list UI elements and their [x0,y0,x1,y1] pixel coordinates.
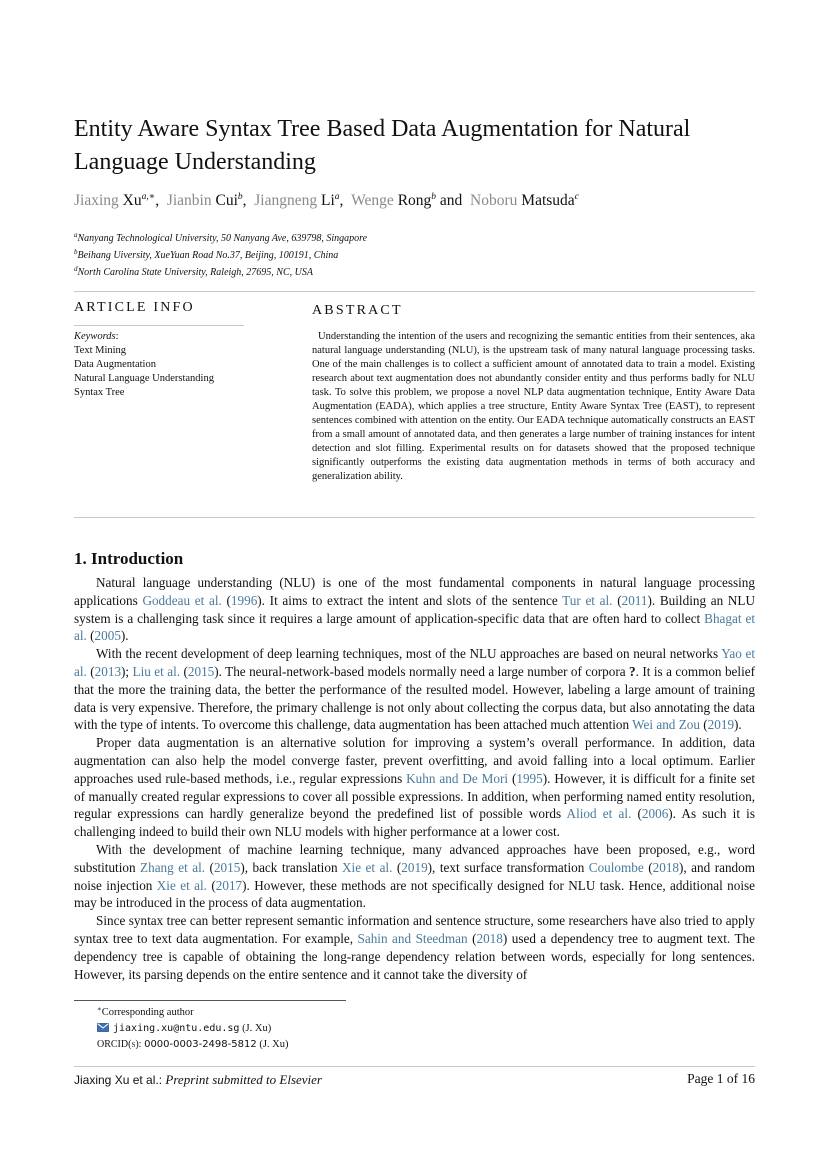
citation-link[interactable]: 2018 [476,930,503,946]
email-line [97,1021,289,1037]
footnote-divider [74,1000,346,1001]
paper-title: Entity Aware Syntax Tree Based Data Augmentation for Natural Language Understanding [74,116,691,175]
citation-link[interactable]: Wei and Zou [632,717,700,733]
citation-link[interactable]: Goddeau et al. [142,592,222,608]
author-affil-mark: a [334,192,340,202]
email-suffix: (J. Xu) [239,1023,272,1034]
citation-link[interactable]: Sahin and Steedman [357,930,468,946]
citation-link[interactable]: Kuhn and De Mori [406,770,509,786]
orcid-id[interactable]: 0000-0003-2498-5812 [144,1039,257,1050]
body-paragraph: With the recent development of deep learning techniques, most of the NLU approaches are based on neural networks Yao et al. (2013); Liu et al. (2015). The neural-network-based models normally need a large number of corpora ?. It is a common belief that the more the training data, the better the performance of the resulted model. However, labeling a large amount of training data is very expensive. Therefore, the primary challenge is not only about collecting the corpus data, but also annotating the data with the type of intents. To overcome this challenge, data augmentation has been attached much attention Wei and Zou (2019). [74,646,756,733]
citation-link[interactable]: Zhang et al. [140,859,206,875]
keywords-label-line: Keywords: [74,331,119,342]
introduction-body [74,574,755,983]
author-first-name: Jiangneng [254,192,318,209]
affiliation-list [74,230,367,281]
body-paragraph: Proper data augmentation is an alternative solution for improving a system’s overall performance. In addition, data augmentation can also help the model converge faster, prevent overfitting, and avoid falling into a local optimum. Earlier approaches used rule-based methods, i.e., regular expressions Kuhn and De Mori (1995). However, it is difficult for a finite set of manually created regular expressions to cover all possible expressions. In addition, when performing named entity resolution, regular expressions can hardly generalize beyond the predefined list of possible words Aliod et al. (2006). As such it is challenging indeed to build their own NLU models with higher performance at a lower cost. [74,735,755,840]
author-separator: , [155,192,167,209]
abstract-divider [74,517,755,518]
author-last-name: Cui [215,192,238,209]
citation-link[interactable]: 1995 [516,770,543,786]
footer-page-number: Page 1 of 16 [687,1071,755,1086]
body-paragraph: Natural language understanding (NLU) is one of the most fundamental components in natural language processing applications Goddeau et al. (1996). It aims to extract the intent and slots of the sentence Tur et al. (2011). Building an NLU system is a challenging task since it requires a large amount of application-specific data that are often hard to collect Bhagat et al. (2005). [74,575,756,644]
keyword-item: Data Augmentation [74,359,156,370]
keyword-item: Natural Language Understanding [74,373,214,384]
citation-link[interactable]: 2017 [215,877,243,893]
affiliation-mark: b [74,248,78,256]
email-link[interactable]: jiaxing.xu@ntu.edu.sg [113,1023,240,1034]
citation-link[interactable]: Bhagat et al. [74,610,755,644]
abstract-heading: ABSTRACT [312,303,403,318]
citation-link[interactable]: 2018 [652,859,679,875]
citation-link[interactable]: Xie et al. [342,859,393,875]
author-separator: , [242,192,255,209]
citation-link[interactable]: Coulombe [588,859,644,875]
header-divider [74,291,755,292]
citation-link[interactable]: 2013 [94,663,122,679]
citation-link[interactable]: Tur et al. [562,592,613,608]
author-last-name: Xu [122,192,142,209]
author-affil-mark: c [574,192,579,202]
footnote-block [97,1005,289,1053]
citation-link[interactable]: 2019 [401,859,428,875]
article-info-divider [74,325,244,326]
affiliation-mark: d [74,265,78,273]
author [254,192,339,209]
orcid-suffix: (J. Xu) [256,1039,289,1050]
affiliation-text: North Carolina State University, Raleigh, 27695, NC, USA [77,267,313,278]
footnote-mark: ∗ [97,1005,102,1013]
author-last-name: Matsuda [521,192,575,209]
author-affil-mark: b [431,192,437,202]
affiliation-text: Nanyang Technological University, 50 Nanyang Ave, 639798, Singapore [77,233,368,244]
author-first-name: Wenge [351,192,394,209]
citation-link[interactable]: Aliod et al. [566,806,632,822]
author [351,192,436,209]
orcid-line [97,1037,289,1053]
affiliation-mark: a [74,231,78,239]
keywords-block [74,330,214,400]
author [167,192,243,209]
citation-link[interactable]: Yao et al. [74,646,756,679]
author-first-name: Jiaxing [74,192,119,209]
author-separator: and [436,192,471,209]
author-list [74,192,579,210]
author-affil-mark: b [237,192,243,202]
author [470,192,579,209]
author [74,192,155,209]
affiliation [74,264,367,281]
keyword-item: Syntax Tree [74,387,125,398]
author-last-name: Rong [397,192,432,209]
citation-link[interactable]: 2019 [707,717,735,733]
keyword-item: Text Mining [74,345,127,356]
citation-link[interactable]: 2005 [94,628,121,644]
citation-link[interactable]: 1996 [230,592,258,608]
citation-link[interactable]: 2011 [621,592,648,608]
affiliation [74,247,367,264]
footer-authors: Jiaxing Xu et al.: [74,1073,163,1087]
affiliation-text: Beihang Uiversity, XueYuan Road No.37, Beijing, 100191, China [77,250,339,261]
orcid-label: ORCID(s): [97,1039,142,1050]
section-heading-introduction: 1. Introduction [74,549,184,568]
citation-link[interactable]: Liu et al. [132,663,181,679]
unresolved-citation: ? [629,663,636,679]
citation-link[interactable]: 2006 [641,806,669,822]
footer-running-head [74,1072,322,1088]
footer-venue: Preprint submitted to Elsevier [165,1072,322,1087]
body-paragraph: Since syntax tree can better represent semantic information and sentence structure, some researchers have also tried to apply syntax tree to text data augmentation. For example, Sahin and Steedman (2018) used a dependency tree to augment text. The dependency tree is capable of obtaining the long-range dependency relation between words, especially for long sentences. However, its parsing depends on the entire sentence and it cannot take the diversity of [74,913,755,982]
author-affil-mark: a,∗ [141,192,156,202]
author-separator: , [339,192,352,209]
corresponding-author-label: Corresponding author [101,1007,194,1018]
body-paragraph: With the development of machine learning technique, many advanced approaches have been proposed, e.g., word substitution Zhang et al. (2015), back translation Xie et al. (2019), text surface transformation Coulombe (2018), and random noise injection Xie et al. (2017). However, these methods are not specifically designed for NLU task. Hence, additional noise may be introduced in the process of data augmentation. [74,841,756,911]
author-first-name: Jianbin [166,192,212,209]
citation-link[interactable]: 2015 [187,663,215,679]
abstract-text: Understanding the intention of the users and recognizing the semantic entities from their sentences, aka natural language understanding (NLU), is the upstream task of many natural language processing tasks. One of the main challenges is to collect a sufficient amount of annotated data to train a model. Existing research about text augmentation does not abundantly consider entity and thus performs badly for NLU task. To solve this problem, we propose a novel NLP data augmentation technique, Entity Aware Data Augmentation (EADA), which applies a tree structure, Entity Aware Syntax Tree (EAST), to represent sentences combined with attention on the entity. Our EADA technique automatically constructs an EAST from a small amount of annotated data, and then generates a large number of training instances for intent detection and slot filling. Experimental results on for datasets showed that the proposed technique significantly outperforms the existing data augmentation methods in terms of both accuracy and generalization ability. [312,331,755,482]
footer-divider [74,1066,755,1067]
affiliation [74,230,367,247]
author-first-name: Noboru [470,192,518,209]
envelope-icon [97,1023,109,1032]
keywords-label: Keywords [74,331,116,342]
corresponding-author-note [97,1005,289,1021]
citation-link[interactable]: Xie et al. [156,877,207,893]
author-last-name: Li [321,192,335,209]
citation-link[interactable]: 2015 [213,859,241,875]
keywords-list [74,344,214,400]
article-info-heading: ARTICLE INFO [74,300,195,315]
